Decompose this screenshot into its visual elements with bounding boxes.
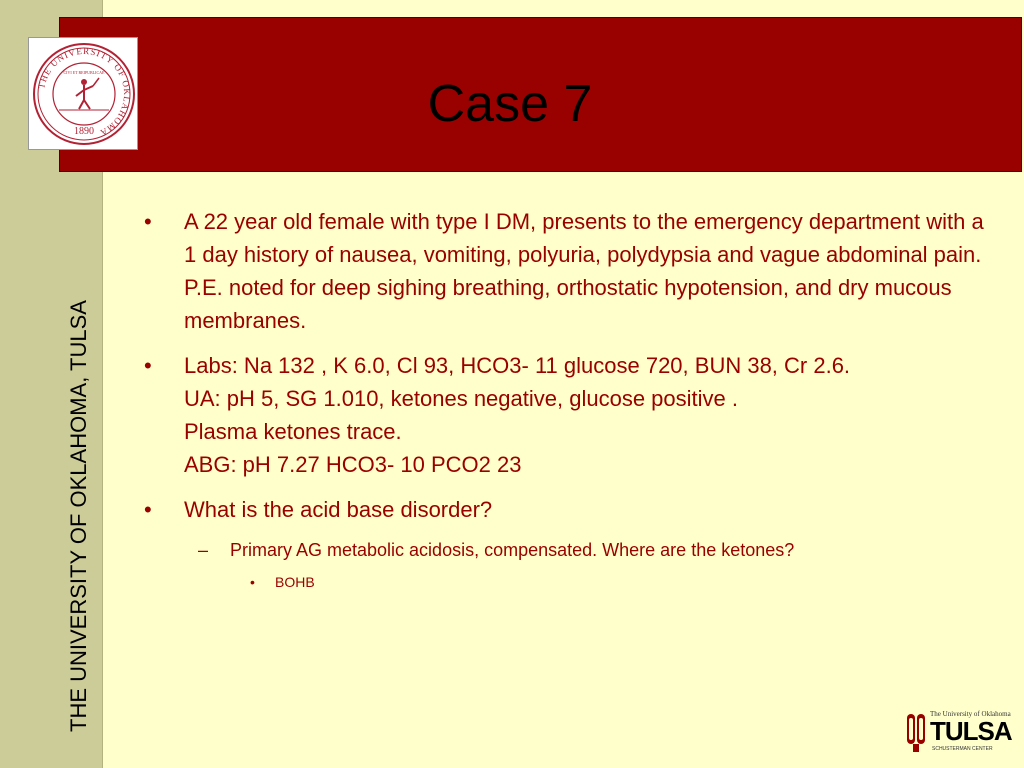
seal-ring-text: THE UNIVERSITY OF OKLAHOMA	[36, 45, 133, 139]
plasma-ketones-line: Plasma ketones trace.	[184, 419, 402, 444]
logo-top-text: The University of Oklahoma	[930, 710, 1011, 718]
university-seal-icon	[29, 38, 139, 151]
labs-line: Labs: Na 132 , K 6.0, Cl 93, HCO3- 11 glucose 720, BUN 38, Cr 2.6.	[184, 353, 851, 378]
bullet-marker: •	[144, 209, 152, 234]
bullet-text: A 22 year old female with type I DM, presents to the emergency department with a 1 day history of nausea, vomiting, polyuria, polydypsia and vague abdominal pain. P.E. noted for deep sighing breathing, orthostatic hypotension, and dry mucous membranes.	[184, 209, 984, 333]
sub-list-item	[142, 538, 1002, 563]
slide-title: Case 7	[427, 75, 593, 133]
dash-marker: –	[198, 540, 209, 560]
sub-sub-bullet-text: BOHB	[275, 574, 315, 591]
title-bar	[59, 17, 1022, 172]
list-item	[142, 493, 1002, 526]
bullet-marker: •	[144, 353, 152, 378]
bullet-marker: •	[250, 574, 255, 591]
list-item	[142, 349, 1002, 481]
logo-main-text: TULSA	[930, 716, 1012, 746]
sidebar-label: THE UNIVERSITY OF OKLAHOMA, TULSA	[66, 300, 91, 732]
seal-year: 1890	[74, 126, 94, 137]
ou-tulsa-logo	[904, 710, 1010, 756]
sub-bullet-text: Primary AG metabolic acidosis, compensated. Where are the ketones?	[230, 540, 795, 560]
abg-line: ABG: pH 7.27 HCO3- 10 PCO2 23	[184, 452, 522, 477]
list-item	[142, 205, 1002, 337]
ou-logo-icon	[904, 710, 930, 756]
slide-content	[142, 205, 1002, 593]
ua-line: UA: pH 5, SG 1.010, ketones negative, glucose positive .	[184, 386, 738, 411]
sub-sub-list-item	[142, 573, 1002, 593]
bullet-marker: •	[144, 497, 152, 522]
bullet-text: What is the acid base disorder?	[184, 497, 493, 522]
university-seal	[28, 37, 138, 150]
seal-motto: CIVI ET REIPUBLICAE	[63, 70, 105, 75]
logo-sub-text: SCHUSTERMAN CENTER	[932, 746, 993, 752]
